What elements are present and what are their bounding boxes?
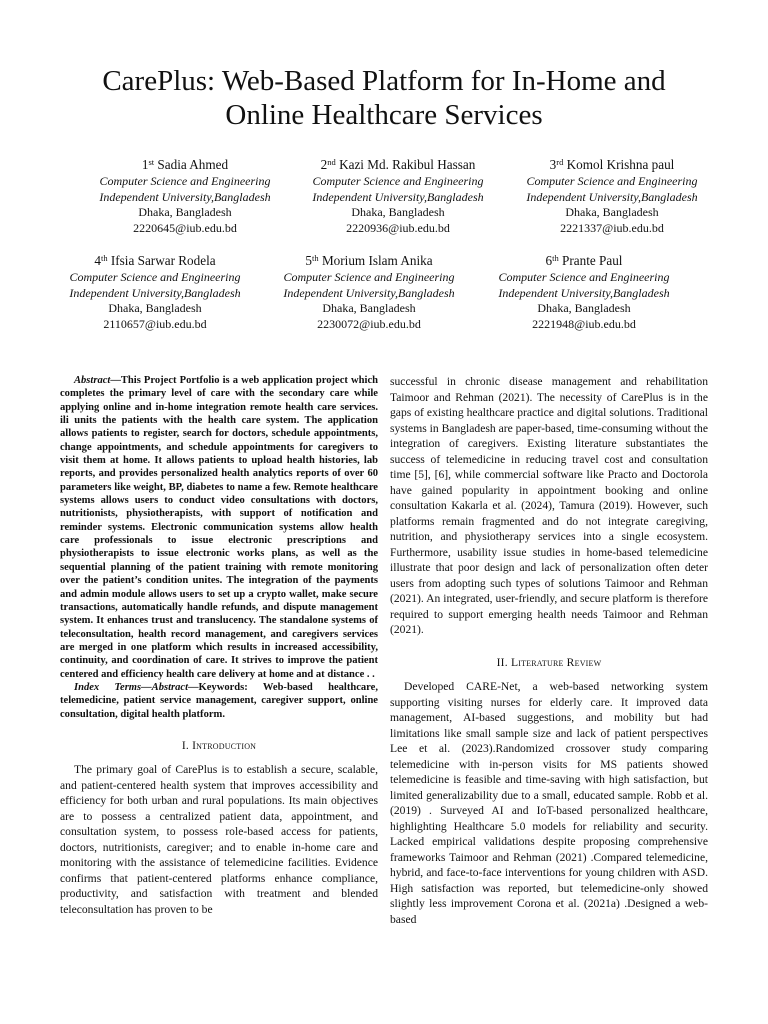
author-dept: Computer Science and Engineering [498, 270, 670, 284]
author-dept: Computer Science and Engineering [99, 174, 271, 188]
author-ordinal: 1 [141, 157, 149, 172]
author-name: Ifsia Sarwar Rodela [110, 253, 216, 268]
intro-continuation-paragraph: successful in chronic disease management and rehabilitation Taimoor and Rehman (2021). The necessity of CarePlus is in the gaps of existing healthcare practice and digital solutions. Traditional systems in Bangladesh are paper-based, time-consuming without the integration of caregivers. Existing literature substantiates the success of telemedicine in reducing travel cost and consultation time [5], [6], while commercial software like Practo and Doctorola have gained popularity in appointment booking and online consultation Kakarla et al. (2024), Tamura (2019). However, such platforms remain fragmented and do not integrate caregiving, nutrition, and physiotherapy services into a single ecosystem. Furthermore, usability issue studies in home-based telemedicine illustrate that poor design and lack of personalization often deter users from adopting such types of solutions Taimoor and Rehman (2021). An integrated, user-friendly, and secure platform is therefore required to support emerging health needs Taimoor and Rehman (2021). [390, 375, 708, 636]
left-column [60, 374, 378, 917]
paper-title [40, 64, 728, 132]
author-city: Dhaka, Bangladesh [138, 205, 232, 220]
author-dept: Computer Science and Engineering [312, 174, 484, 188]
author-univ: Independent University,Bangladesh [526, 189, 698, 204]
author-ordinal-sup: st [148, 157, 155, 167]
author-block [40, 251, 270, 332]
abstract [60, 374, 378, 681]
section-heading-literature-review [390, 655, 708, 671]
abstract-label: Abstract [74, 375, 111, 386]
section-heading-introduction [60, 738, 378, 754]
author-block [70, 155, 300, 236]
title-line-2: Online Healthcare Services [225, 99, 543, 131]
author-dept: Computer Science and Engineering [526, 174, 698, 188]
index-terms [60, 681, 378, 721]
author-name: Morium Islam Anika [321, 253, 433, 268]
author-ordinal-sup: th [100, 253, 108, 263]
author-name: Kazi Md. Rakibul Hassan [339, 157, 476, 172]
author-city: Dhaka, Bangladesh [565, 205, 659, 220]
author-ordinal-sup: th [552, 253, 559, 263]
author-block [254, 251, 484, 332]
author-email: 2221948@iub.edu.bd [532, 316, 636, 331]
section-number: II. [496, 655, 508, 669]
author-city: Dhaka, Bangladesh [351, 205, 445, 220]
author-block [283, 155, 513, 236]
author-block [497, 155, 727, 236]
author-ordinal-sup: nd [327, 157, 336, 167]
author-city: Dhaka, Bangladesh [322, 301, 416, 316]
section-title: Introduction [192, 738, 257, 752]
author-city: Dhaka, Bangladesh [108, 301, 202, 316]
literature-paragraph: Developed CARE-Net, a web-based networking system supporting visiting nurses for elderly care. It improved data management, AI-based suggestions, and mobility but had limitations like small sample size and lack of patient perspectives Lee et al. (2023).Randomized crossover study comparing telemedicine with in-person visits for MS patients showed telemedicine is feasible and time-saving with high satisfaction, but limited generalizability due to a small, educated sample. Robb et al. (2019) . Surveyed AI and IoT-based personalized healthcare, highlighting Healthcare 5.0 models for reliability and security. Lacked empirical validations despite proposing comprehensive frameworks Taimoor and Rehman (2021) .Compared telemedicine, hybrid, and face-to-face interventions for young children with ASD. High satisfaction was reported, but telemedicine-only showed slightly less improvement Corona et al. (2021a) .Designed a web-based [390, 680, 708, 926]
intro-paragraph: The primary goal of CarePlus is to establish a secure, scalable, and patient-centered health system that improves accessibility and efficiency for both urban and rural populations. Its main objectives are to possess a centralized patient data, appointment, and consultation system, to possess role-based access for patients, doctors, nutritionists, caregiver; and to enable in-home care and monitoring with the assistance of telemedicine facilities. Evidence confirms that patient-centered platforms enhance compliance, productivity, and satisfaction with treatment and blended teleconsultation has proven to be [60, 763, 378, 916]
author-name: Komol Krishna paul [566, 157, 675, 172]
author-ordinal: 5 [305, 253, 313, 268]
author-ordinal-sup: th [312, 253, 319, 263]
author-email: 2220645@iub.edu.bd [133, 220, 237, 235]
author-email: 2221337@iub.edu.bd [560, 220, 664, 235]
right-column [390, 374, 708, 927]
author-email: 2110657@iub.edu.bd [103, 316, 207, 331]
author-city: Dhaka, Bangladesh [537, 301, 631, 316]
author-ordinal: 6 [545, 253, 553, 268]
author-name: Prante Paul [562, 253, 623, 268]
author-dept: Computer Science and Engineering [69, 270, 241, 284]
author-name: Sadia Ahmed [157, 157, 229, 172]
author-univ: Independent University,Bangladesh [312, 189, 484, 204]
author-email: 2230072@iub.edu.bd [317, 316, 421, 331]
author-ordinal: 2 [320, 157, 328, 172]
index-terms-label: Index Terms—Abstract [74, 681, 188, 693]
author-block [469, 251, 699, 332]
index-terms-text: —Keywords: Web-based healthcare, telemedicine, patient service management, caregiver support, online consultation, digital health platform. [60, 681, 378, 720]
abstract-text: —This Project Portfolio is a web application project which completes the primary level of care with the secondary care while applying online and in-home integration remote health care services. ili units the patients with the health care system. The application allows patients to register, search for doctors, schedule appointments, change appointments, and schedule appointments for caregivers to visit them at home. It allows patients to upload health histories, lab reports, and provides personalized health analytics reports of over 60 parameters like weight, BP, diabetes to name a few. Remote healthcare systems allows users to conduct video consultations with doctors, nutritionists, physiotherapists, with support of notification and reminder systems. Electronic communication systems allow health care professionals to issue electronic prescriptions and physiotherapists to issue electronic works plans, as well as the sequential planning of the patient training with remote monitoring over the patient’s condition unites. The integration of the payments and admin module allows users to set up a crypto wallet, make secure transactions, automatically handle refunds, and dispute management system. It enhances trust and translucency. The standalone systems of teleconsultation, health record management, and caregivers services are merged in one platform which results in increased accessibility, continuity, and coordination of care. It strives to improve the patient centered and efficiency health care delivery at home and at distance . . [60, 375, 378, 680]
author-univ: Independent University,Bangladesh [99, 189, 271, 204]
author-ordinal-sup: rd [556, 157, 564, 167]
author-univ: Independent University,Bangladesh [283, 285, 455, 300]
author-ordinal: 3 [549, 157, 557, 172]
section-number: I. [181, 738, 189, 752]
author-ordinal: 4 [94, 253, 101, 268]
author-univ: Independent University,Bangladesh [498, 285, 670, 300]
author-email: 2220936@iub.edu.bd [346, 220, 450, 235]
section-title: Literature Review [510, 655, 602, 669]
author-dept: Computer Science and Engineering [283, 270, 455, 284]
author-univ: Independent University,Bangladesh [69, 285, 241, 300]
title-line-1: CarePlus: Web-Based Platform for In-Home and [102, 65, 666, 97]
